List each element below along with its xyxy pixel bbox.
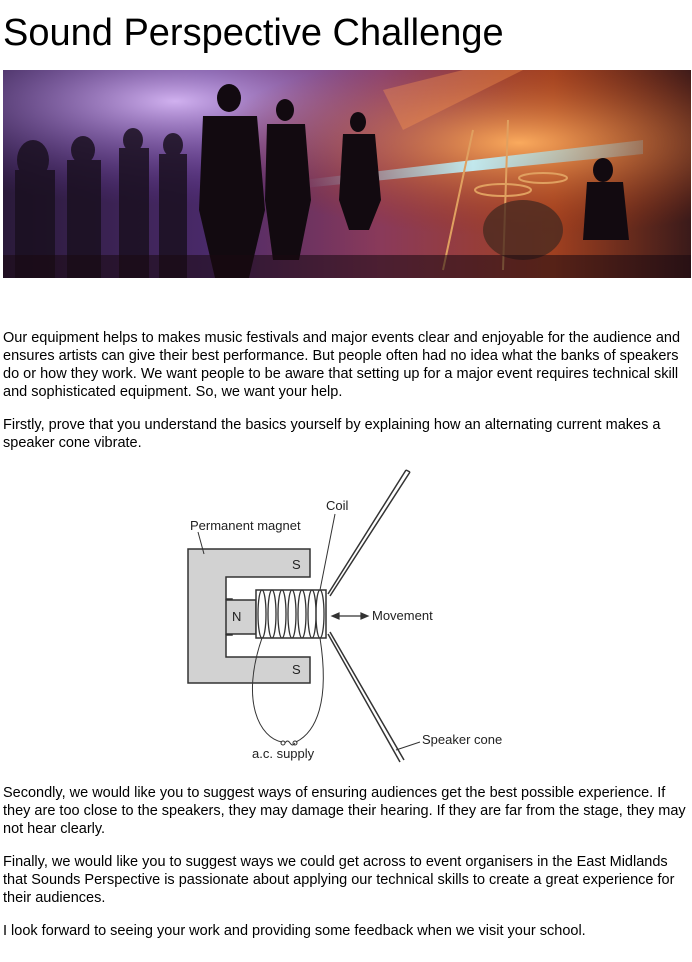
coil-label: Coil (326, 498, 349, 513)
concert-photo (3, 70, 691, 278)
secondly-paragraph: Secondly, we would like you to suggest ways of ensuring audiences get the best possible experience. If they are too close to the speakers, they may damage their hearing. If they are far from the stage, they may not hear clearly. (3, 785, 686, 837)
movement-label: Movement (372, 608, 433, 623)
south-pole-top-label: S (292, 557, 301, 572)
speaker-diagram (170, 462, 530, 772)
ac-supply-label: a.c. supply (252, 746, 315, 761)
speaker-cone-label: Speaker cone (422, 732, 503, 747)
movement-arrow (332, 613, 368, 619)
finally-paragraph: Finally, we would like you to suggest ways we could get across to event organisers in the East Midlands that Sounds Perspective is passionate about applying our technical skills to create a great experience for their audiences. (3, 854, 675, 906)
permanent-magnet-label: Permanent magnet (190, 518, 301, 533)
page-title: Sound Perspective Challenge (3, 12, 504, 54)
intro-paragraph: Our equipment helps to makes music festivals and major events clear and enjoyable for the audience and ensures artists can give their best performance. But people often had no idea what the banks of speakers do or how they work. We want people to be aware that setting up for a major event requires technical skill and sophisticated equipment. So, we want your help. (3, 330, 681, 400)
north-pole-label: N (232, 609, 242, 624)
closing-paragraph: I look forward to seeing your work and providing some feedback when we visit your school. (3, 923, 586, 939)
firstly-paragraph: Firstly, prove that you understand the basics yourself by explaining how an alternating current makes a speaker cone vibrate. (3, 417, 661, 451)
south-pole-bottom-label: S (292, 662, 301, 677)
